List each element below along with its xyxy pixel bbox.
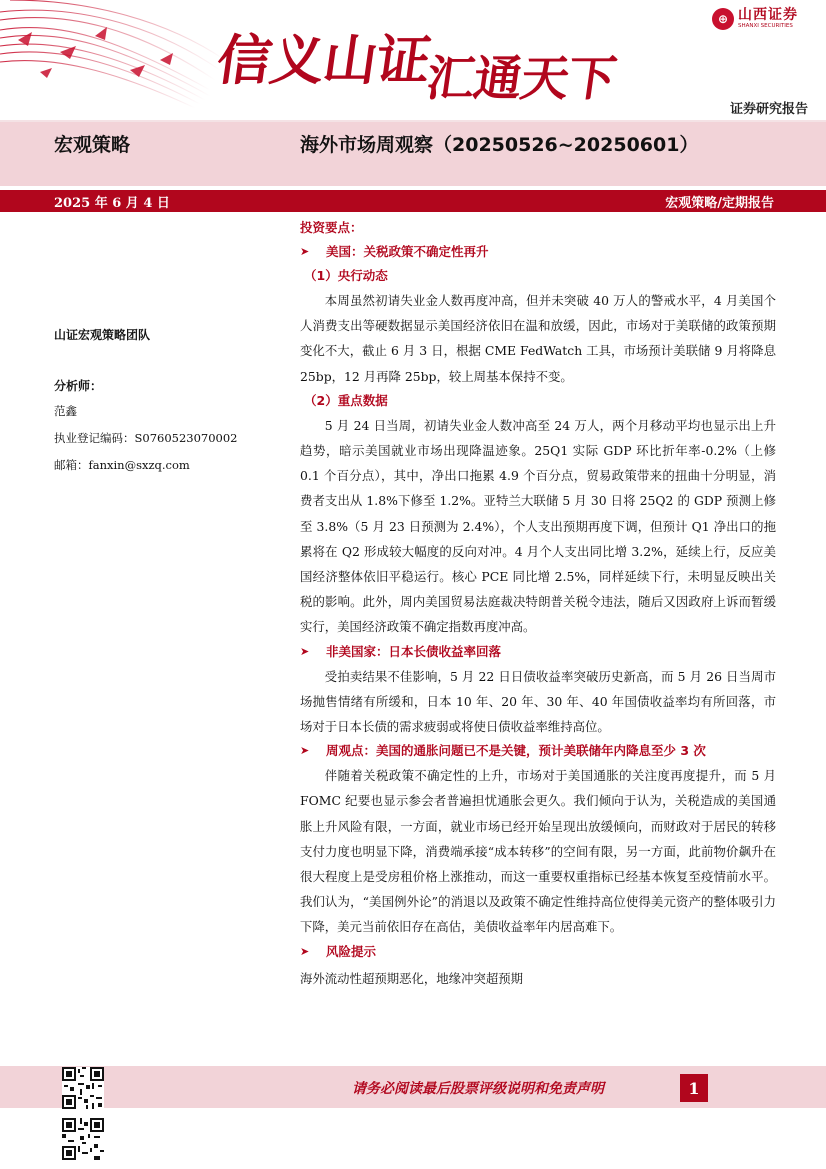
slogan-part-2: 汇通天下: [422, 51, 619, 107]
paragraph-risk: 海外流动性超预期恶化，地缘冲突超预期: [300, 970, 524, 986]
qr-code-icon: [62, 1067, 104, 1109]
subheading-central-bank: （1）央行动态: [304, 268, 388, 283]
research-team: 山证宏观策略团队: [54, 328, 151, 342]
logo-mark-icon: ⊕: [712, 8, 734, 30]
analyst-email: 邮箱：fanxin@sxzq.com: [54, 458, 190, 472]
section-heading-text: 周观点：美国的通胀问题已不是关键，预计美联储年内降息至少 3 次: [326, 743, 706, 759]
paragraph-japan-bonds: 受拍卖结果不佳影响，5 月 22 日日债收益率突破历史新高，而 5 月 26 日当周市场抛售情绪有所缓和，日本 10 年、20 年、30 年、40 年国债收益率均有所回落，市场对于日本长债的需求疲弱或将使日债收益率维持高位。: [300, 668, 776, 735]
logo-cn-text: 山西证券: [738, 7, 798, 24]
section-heading-weekly-view: [300, 739, 776, 763]
arrowhead-bullet-icon: ➤: [300, 644, 310, 658]
analyst-label: 分析师：: [54, 379, 103, 393]
paragraph-key-data: 5 月 24 日当周，初请失业金人数冲高至 24 万人，两个月移动平均也显示出上升趋势，暗示美国就业市场出现降温迹象。25Q1 实际 GDP 环比折年率-0.2%（上修 0.1 个百分点），其中，净出口拖累 4.9 个百分点，贸易政策带来的扭曲十分明显，消费者支出从 1.8%下修至 1.2%。亚特兰大联储 5 月 30 日将 25Q2 的 GDP 预测上修至 3.8%（5 月 23 日预测为 2.4%），个人支出预期再度下调，但预计 Q1 净出口的拖累将在 Q2 形成较大幅度的反向对冲。4 月个人支出同比增 3.2%，延续上行，反应美国经济整体依旧平稳运行。核心 PCE 同比增 2.5%，同样延续下行，未明显反映出关税的影响。此外，周内美国贸易法庭裁决特朗普关税令违法，随后又因政府上诉而暂缓实行，美国经济政策不确定指数再度冲高。: [300, 417, 776, 635]
company-logo: [712, 8, 798, 30]
section-name: 宏观策略: [54, 134, 131, 156]
arrowhead-bullet-icon: ➤: [300, 944, 310, 958]
main-content: [300, 216, 776, 991]
subheading-key-data: （2）重点数据: [304, 392, 388, 408]
section-heading-risk: [300, 940, 776, 964]
license-number: 执业登记编码：S0760523070002: [54, 431, 238, 445]
key-points-heading: 投资要点：: [300, 220, 363, 235]
section-heading-non-us: [300, 640, 776, 664]
paragraph-central-bank: 本周虽然初请失业金人数再度冲高，但并未突破 40 万人的警戒水平，4 月美国个人消费支出等硬数据显示美国经济依旧在温和放缓，因此，市场对于美联储的政策预期变化不大，截止 6 月 3 日，根据 CME FedWatch 工具，市场预计美联储 9 月将降息 25bp，12 月再降 25bp，较上周基本保持不变。: [300, 293, 776, 384]
slogan-part-1: 信义山证: [213, 29, 434, 92]
section-heading-us: [300, 240, 776, 264]
section-heading-text: 风险提示: [326, 943, 377, 959]
arrowhead-bullet-icon: ➤: [300, 245, 310, 258]
disclaimer-notice: 请务必阅读最后股票评级说明和免责声明: [352, 1081, 604, 1097]
arrowhead-bullet-icon: ➤: [300, 744, 310, 758]
qr-code-icon: [62, 1118, 104, 1160]
logo-en-text: SHANXI SECURITIES: [738, 23, 793, 30]
header-banner: [0, 0, 826, 122]
report-type: 证券研究报告: [729, 102, 808, 117]
report-category: 宏观策略/定期报告: [665, 196, 774, 211]
report-title: 海外市场周观察（20250526~20250601）: [300, 134, 699, 156]
section-heading-text: 非美国家：日本长债收益率回落: [326, 643, 502, 659]
report-date: 2025 年 6 月 4 日: [54, 196, 170, 211]
page-number: 1: [680, 1074, 708, 1102]
paragraph-weekly-view: 伴随着关税政策不确定性的上升，市场对于美国通胀的关注度再度提升，而 5 月 FOMC 纪要也显示参会者普遍担忧通胀会更久。我们倾向于认为，关税造成的美国通胀上升风险有限，一方面，就业市场已经开始呈现出放缓倾向，而财政对于居民的转移支付力度也明显下降，消费端承接“成本转移”的空间有限，另一方面，此前物价飙升在很大程度上是受房租价格上涨推动，而这一重要权重指标已经基本恢复至疫情前水平。我们认为，“美国例外论”的消退以及政策不确定性维持高位使得美元资产的整体吸引力下降，美元当前依旧存在高估，美债收益率年内居高难下。: [300, 768, 776, 935]
slogan: [213, 18, 624, 107]
analyst-name: 范鑫: [54, 404, 77, 418]
section-heading-text: 美国：关税政策不确定性再升: [326, 244, 489, 259]
